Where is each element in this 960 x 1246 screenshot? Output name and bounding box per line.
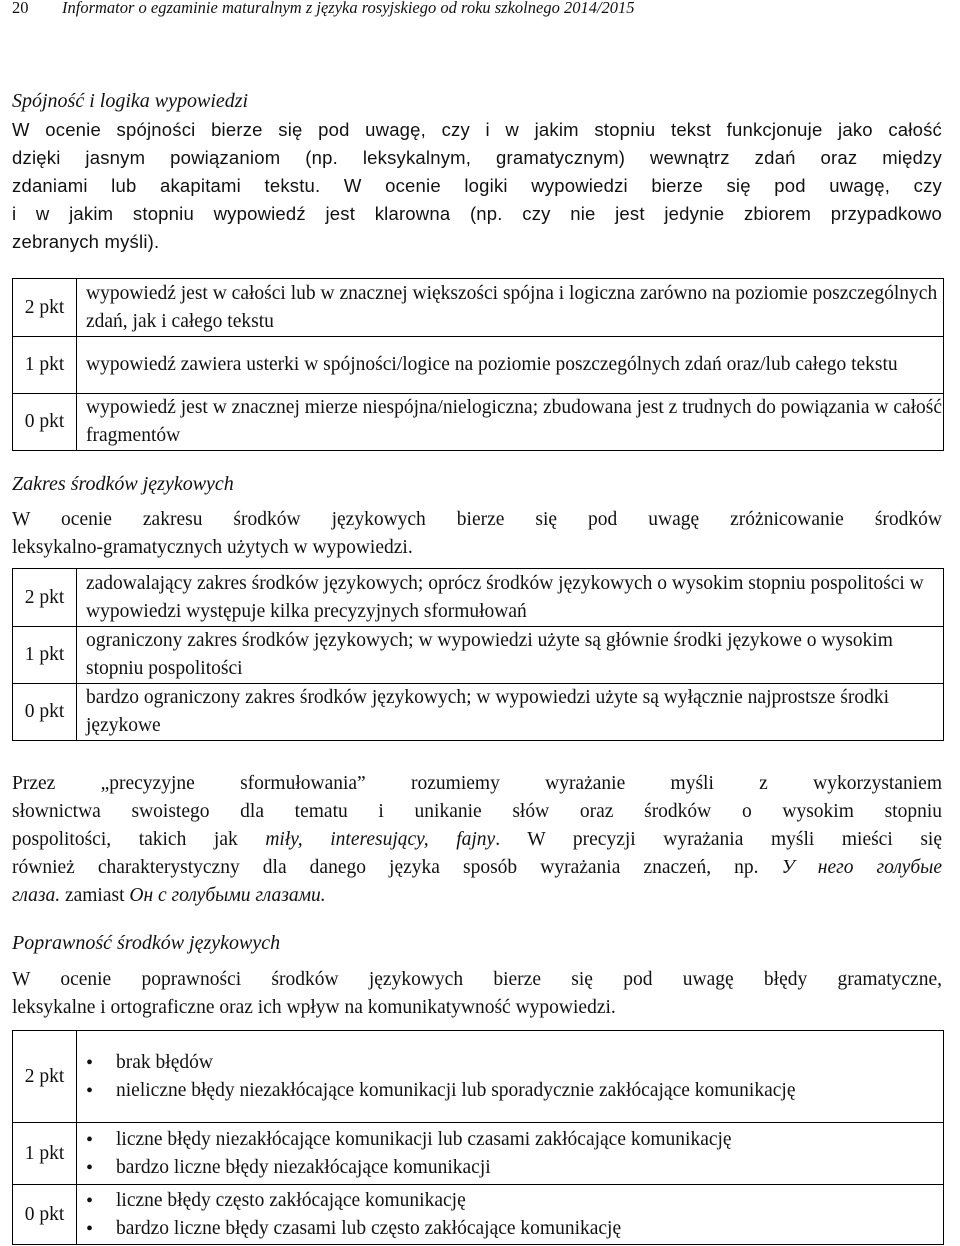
criteria-table-correctness (12, 1030, 944, 1245)
points-cell: 1 pkt (13, 337, 77, 394)
list-item: • bardzo liczne błędy czasami lub często zakłócające komunikację (116, 1215, 943, 1243)
intro-line: leksykalno-gramatycznych użytych w wypowiedzi. (12, 537, 413, 558)
points-cell: 0 pkt (13, 394, 77, 451)
criteria-table-range (12, 568, 944, 741)
intro-line: W ocenie spójności bierze się pod uwagę, czy i w jakim stopniu tekst funkcjonuje jako całość (12, 119, 942, 140)
list-item: • nieliczne błędy niezakłócające komunikacji lub sporadycznie zakłócające komunikację (116, 1077, 943, 1105)
description-cell (77, 1123, 944, 1185)
russian-example: У него голубые (781, 857, 942, 878)
table-row (13, 1031, 944, 1123)
intro-line: zdaniami lub akapitami tekstu. W ocenie logiki wypowiedzi bierze się pod uwagę, czy (12, 175, 942, 196)
note-line (12, 882, 942, 910)
table-row (13, 337, 944, 394)
section-intro-correctness (12, 966, 942, 1022)
points-cell: 2 pkt (13, 279, 77, 337)
intro-line: i w jakim stopniu wypowiedź jest klarowna (np. czy nie jest jedynie zbiorem przypadkowo (12, 203, 942, 224)
table-row (13, 569, 944, 627)
section-intro-coherence (12, 116, 942, 256)
description-cell (77, 1031, 944, 1123)
note-line (12, 854, 942, 882)
precision-note (12, 770, 942, 910)
intro-line: W ocenie poprawności środków językowych bierze się pod uwagę błędy gramatyczne, (12, 969, 942, 990)
list-item: • liczne błędy często zakłócające komunikację (116, 1187, 943, 1215)
bullet-list (86, 1049, 943, 1105)
description-cell: wypowiedź jest w znacznej mierze niespójna/nielogiczna; zbudowana jest z trudnych do powiązania w całość fragmentów (77, 394, 944, 451)
section-title-coherence: Spójność i logika wypowiedzi (12, 90, 249, 112)
note-line: Przez „precyzyjne sformułowania” rozumiemy wyrażanie myśli z wykorzystaniem (12, 773, 942, 794)
section-title-range: Zakres środków językowych (12, 473, 234, 495)
list-item: • liczne błędy niezakłócające komunikacji lub czasami zakłócające komunikację (116, 1126, 943, 1154)
intro-line: zebranych myśli). (12, 231, 160, 252)
bullet-list (86, 1187, 943, 1243)
list-item: • brak błędów (116, 1049, 943, 1077)
russian-example: Он с голубыми глазами. (129, 885, 326, 906)
table-row (13, 279, 944, 337)
points-cell: 0 pkt (13, 684, 77, 741)
bullet-list (86, 1126, 943, 1182)
note-line: słownictwa swoistego dla tematu i unikanie słów oraz środków o wysokim stopniu (12, 801, 942, 822)
list-item: • bardzo liczne błędy niezakłócające komunikacji (116, 1154, 943, 1182)
note-text: pospolitości, takich jak (12, 829, 266, 850)
table-row (13, 394, 944, 451)
description-cell: ograniczony zakres środków językowych; w wypowiedzi użyte są głównie środki językowe o wysokim stopniu pospolitości (77, 627, 944, 684)
table-row (13, 627, 944, 684)
points-cell: 1 pkt (13, 1123, 77, 1185)
section-intro-range (12, 506, 942, 562)
note-text: zamiast (60, 885, 130, 906)
points-cell: 2 pkt (13, 1031, 77, 1123)
description-cell (77, 1185, 944, 1245)
points-cell: 2 pkt (13, 569, 77, 627)
example-words: miły, interesujący, fajny (265, 829, 496, 850)
table-row (13, 1123, 944, 1185)
intro-line: dzięki jasnym powiązaniom (np. leksykalnym, gramatycznym) wewnątrz zdań oraz między (12, 147, 942, 168)
points-cell: 1 pkt (13, 627, 77, 684)
description-cell: wypowiedź jest w całości lub w znacznej większości spójna i logiczna zarówno na poziomie poszczególnych zdań, jak i całego tekstu (77, 279, 944, 337)
russian-example: глаза. (12, 885, 61, 906)
table-row (13, 1185, 944, 1245)
description-cell: zadowalający zakres środków językowych; oprócz środków językowych o wysokim stopniu pospolitości w wypowiedzi występuje kilka precyzyjnych sformułowań (77, 569, 944, 627)
page-number: 20 (12, 0, 29, 17)
description-cell: bardzo ograniczony zakres środków językowych; w wypowiedzi użyte są wyłącznie najprostsze środki językowe (77, 684, 944, 741)
description-cell: wypowiedź zawiera usterki w spójności/logice na poziomie poszczególnych zdań oraz/lub całego tekstu (77, 337, 944, 394)
section-title-correctness: Poprawność środków językowych (12, 932, 281, 954)
note-text: również charakterystyczny dla danego języka sposób wyrażania znaczeń, np. (12, 857, 782, 878)
page-header (12, 0, 635, 18)
points-cell: 0 pkt (13, 1185, 77, 1245)
intro-line: W ocenie zakresu środków językowych bierze się pod uwagę zróżnicowanie środków (12, 509, 942, 530)
intro-line: leksykalne i ortograficzne oraz ich wpływ na komunikatywność wypowiedzi. (12, 997, 616, 1018)
running-title: Informator o egzaminie maturalnym z języka rosyjskiego od roku szkolnego 2014/2015 (62, 0, 635, 17)
criteria-table-coherence (12, 278, 944, 451)
table-row (13, 684, 944, 741)
note-text: . W precyzji wyrażania myśli mieści się (495, 829, 942, 850)
note-line (12, 826, 942, 854)
